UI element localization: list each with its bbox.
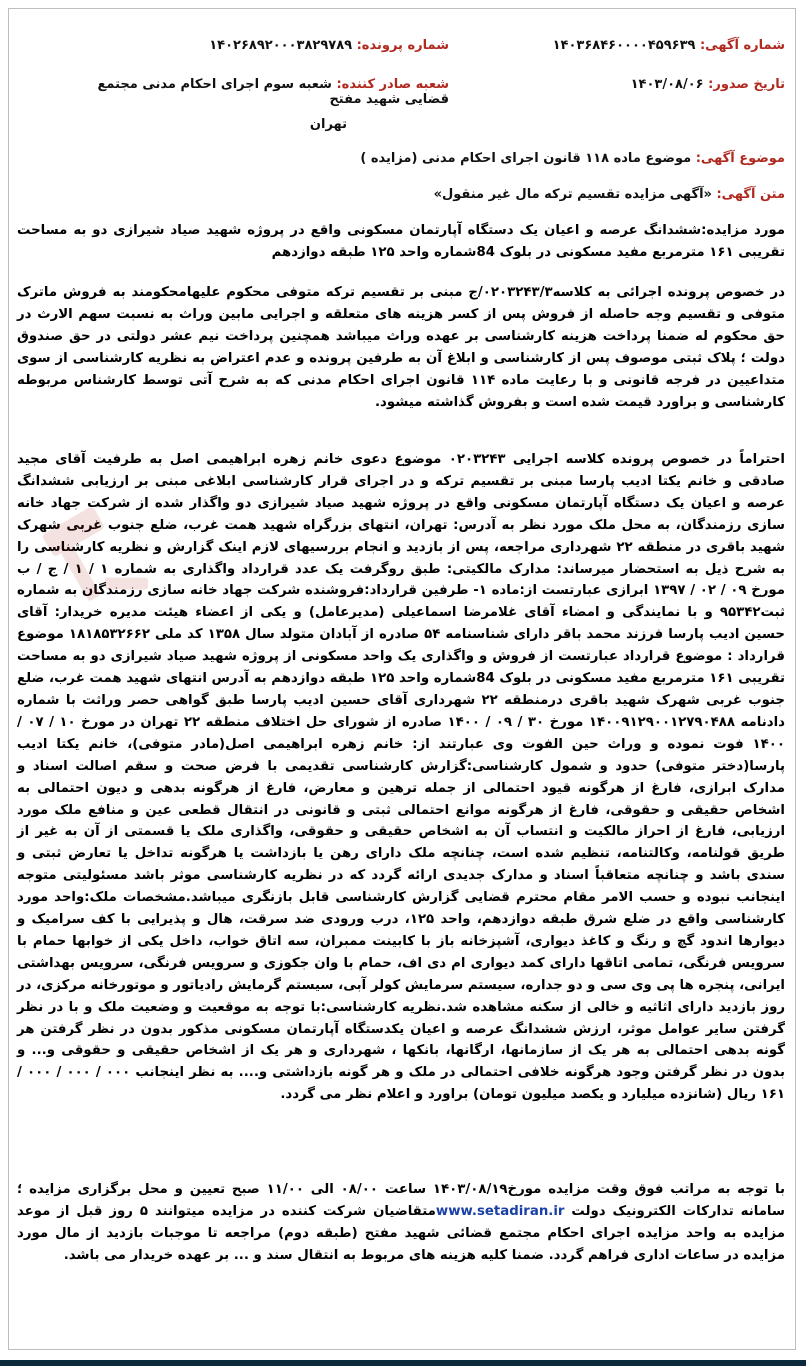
body-title-text: «آگهی مزایده تقسیم ترکه مال غیر منقول» xyxy=(433,187,712,202)
issue-date-row xyxy=(631,77,785,92)
auction-schedule-text-2: متقاضیان شرکت کننده در مزایده میتوانند ۵ روز قبل از موعد مزایده به واحد مزایده اجرای احکام مجتمع قضائی شهید مفتح (طبقه دوم) مراجعه تا موجبات بازدید از مال مورد مزایده در ساعات اداری فراهم گردد. ضمنا کلیه هزینه های مربوط به انتقال سند و ... بر عهده خریدار می باشد. xyxy=(17,1203,785,1263)
notice-body-title xyxy=(23,187,785,202)
issuing-branch-label: شعبه صادر کننده: xyxy=(336,77,449,92)
body-title-label: متن آگهی: xyxy=(716,187,785,202)
issuing-branch-row xyxy=(49,77,449,132)
notice-number-label: شماره آگهی: xyxy=(699,38,785,53)
issuing-branch-line2: تهران xyxy=(309,117,347,132)
subject-text: موضوع ماده ۱۱۸ قانون اجرای احکام مدنی (مزایده ) xyxy=(360,151,692,166)
auction-item-paragraph: مورد مزایده:ششدانگ عرصه و اعیان یک دستگاه آپارتمان مسکونی واقع در پروژه شهید صیاد شیرازی دو به مساحت تقریبی ۱۶۱ مترمربع مفید مسکونی در بلوک 84شماره واحد ۱۲۵ طبقه دوازدهم xyxy=(17,223,785,260)
auction-schedule-paragraph xyxy=(17,1179,785,1267)
case-number: ۱۴۰۲۶۸۹۲۰۰۰۳۸۲۹۷۸۹ xyxy=(209,38,353,53)
case-number-row xyxy=(209,38,449,53)
execution-file-paragraph: در خصوص پرونده اجرائی به کلاسه۰۲۰۳۲۴۳/۳/ج مبنی بر تقسیم ترکه متوفی محکوم علیهامحکومند به فروش ماترک متوفی و تقسیم وجه حاصله از فروش پس از کسر هزینه های متعلقه و اجرایی مابین وراث به نسبت سهم الارث در حق محکوم له ضمنا پرداخت هزینه کارشناسی بر عهده وراث میباشد همچنین پرداخت نیم عشر دولتی در حق صندوق دولت ؛ پلاک ثبتی موصوف پس از کارشناسی و ابلاغ آن به طرفین پرونده و عدم اعتراض به نظریه کارشناسی از سوی متداعیین در فرجه قانونی و با رعایت ماده ۱۱۴ قانون اجرای احکام مدنی که به شرح آتی توسط کارشناس مربوطه کارشناسی و براورد قیمت شده است و بفروش گذاشته میشود. xyxy=(17,285,786,410)
case-number-label: شماره پرونده: xyxy=(356,38,449,53)
issue-date-label: تاریخ صدور: xyxy=(708,77,785,92)
subject-label: موضوع آگهی: xyxy=(695,151,785,166)
expert-report-paragraph: احتراماً در خصوص پرونده کلاسه اجرایی ۰۲۰۳۲۴۳ موضوع دعوی خانم زهره ابراهیمی اصل به طرفیت آقای مجید صادقی و خانم یکتا ادیب پارسا مبنی بر تقسیم ترکه و در اجرای قرار کارشناسی ابلاغی مبنی بر ارزیابی ششدانگ عرصه و اعیان یک دستگاه آپارتمان مسکونی واقع در پروژه شهید صیاد شیرازی دو واگذار شده از شرکت جهاد خانه سازی رزمندگان، به محل ملک مورد نظر به آدرس: تهران، انتهای بزرگراه شهید همت غرب، ضلع جنوب غربی شهرک شهید باقری در منطقه ۲۲ شهرداری مراجعه، پس از بازدید و انجام بررسیهای لازم اینک گزارش و نظریه کارشناسی را به شرح ذیل به استحضار میرساند: مدارک مالکیتی: طبق روگرفت یک عدد قرارداد واگذاری به شماره ۱ / ۱ / ج / ب مورخ ۰۹ / ۰۲ / ۱۳۹۷ ابرازی عبارتست از:ماده ۱- طرفین قرارداد:فروشنده شرکت جهاد خانه سازی رزمندگان به شماره ثبت۹۵۳۴۲ و با نمایندگی و امضاء آقای غلامرضا اسماعیلی (مدیرعامل) و یکی از اعضاء هیئت مدیره خریدار: آقای حسین ادیب پارسا فرزند محمد باقر دارای شناسنامه ۵۴ صادره از آبادان متولد سال ۱۳۵۸ کد ملی ۱۸۱۸۵۳۲۶۶۲ موضوع قرارداد : موضوع قرارداد عبارتست از فروش و واگذاری یک واحد مسکونی از پروژه شهید صیاد شیرازی دو به مساحت تقریبی ۱۶۱ مترمربع مفید مسکونی در بلوک 84شماره واحد ۱۲۵ طبقه دوازدهم به آدرس انتهای شهید همت غرب، ضلع جنوب غربی شهرک شهید باقری درمنطقه ۲۲ شهرداری آقای حسین ادیب پارسا طبق گواهی حصر وراثت با شماره دادنامه ۱۴۰۰۹۱۲۹۰۰۱۲۷۹۰۴۸۸ مورخ ۳۰ / ۰۹ / ۱۴۰۰ صادره از شورای حل اختلاف منطقه ۲۲ تهران در مورخ ۱۰ / ۰۷ / ۱۴۰۰ فوت نموده و وراث حین الفوت وی عبارتند از: خانم زهره ابراهیمی اصل(مادر متوفی)، خانم یکتا ادیب پارسا(دختر متوفی) حدود و شمول کارشناسی:گزارش کارشناسی تقدیمی با فرض صحت و سقم اصالت اسناد و مدارک ابرازی، فارغ از هرگونه قیود احتمالی از جمله ترهین و معارض، فارغ از هرگونه بدهی و دیون احتمالی به اشخاص حقیقی و حقوقی، فارغ از هرگونه موانع احتمالی ثبتی و قانونی در انتقال قطعی عین و منافع ملک مورد ارزیابی، فارغ از احراز مالکیت و انتساب آن به اشخاص حقیقی و حقوقی، واگذاری ملک یا قسمتی از آن به غیر از طریق قولنامه، وکالتنامه، تنظیم شده است، چنانچه ملک دارای رهن یا بازداشت یا هرگونه تداخل یا تعارض ثبتی و سندی باشد و چنانچه متعاقباً اسناد و مدارک جدیدی ارائه گردد که در نظریه کارشناسی موثر باشد مسئولیتی متوجه اینجانب نبوده و حسب الامر مقام محترم قضایی گزارش کارشناسی قابل بازنگری میباشد.مشخصات ملک:واحد مورد کارشناسی واقع در ضلع شرق طبقه دوازدهم، واحد ۱۲۵، درب ورودی ضد سرقت، هال و پذیرایی با کف سرامیک و دیوارها اندود گچ و رنگ و کاغذ دیواری، آشپزخانه باز با کابینت ممبران، سه اتاق خواب، داخل یکی از خوابها حمام با سرویس فرنگی، تمامی اتاقها دارای کمد دیواری ام دی اف، حمام با وان جکوزی و سرویس فرنگی، سرویس بهداشتی ایرانی، پنجره ها پی وی سی و دو جداره، سیستم سرمایش کولر آبی، سیستم گرمایش رادیاتور و موتورخانه مرکزی، در روز بازدید دارای اثاثیه و خالی از سکنه مشاهده شد.نظریه کارشناسی:با توجه به موقعیت و وضعیت ملک و با در نظر گرفتن سایر عوامل موثر، ارزش ششدانگ عرصه و اعیان یکدستگاه آپارتمان مسکونی مذکور بدون در نظر گرفتن هر گونه بدهی احتمالی به هر یک از سازمانها، ارگانها، بانکها ، شهرداری و هر یک از اشخاص حقیقی و حقوقی و... و بدون در نظر گرفتن وجود هرگونه خلافی احتمالی در ملک و هر گونه بازداشتی و.... به نظر اینجانب ۰۰۰ / ۰۰۰ / ۰۰۰ / ۱۶۱ ریال (شانزده میلیارد و یکصد میلیون تومان) براورد و اعلام نظر می گردد. xyxy=(17,452,786,1103)
issue-date: ۱۴۰۳/۰۸/۰۶ xyxy=(630,77,704,92)
notice-number-row xyxy=(553,38,785,53)
notice-document xyxy=(8,8,796,1350)
auction-schedule-text-1: با توجه به مراتب فوق وقت مزایده مورخ۱۴۰۳/۰۸/۱۹ ساعت ۰۸/۰۰ الی ۱۱/۰۰ صبح تعیین و محل برگزاری مزایده ؛سامانه تدارکات الکترونیک دولت xyxy=(17,1182,786,1219)
setadiran-link[interactable]: www.setadiran.ir xyxy=(435,1203,565,1219)
notice-subject xyxy=(23,151,785,166)
notice-number: ۱۴۰۳۶۸۴۶۰۰۰۰۴۵۹۶۳۹ xyxy=(552,38,696,53)
issuing-branch-line1: شعبه سوم اجرای احکام مدنی مجتمع قضایی شهید مفتح xyxy=(97,77,449,107)
bottom-bar xyxy=(0,1360,806,1366)
